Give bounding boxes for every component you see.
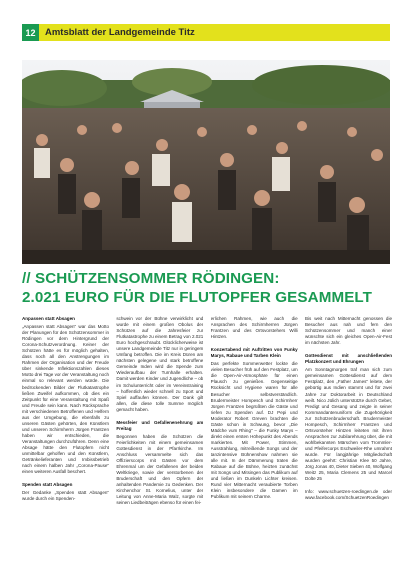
paragraph: Das perfekte Sommerwetter lockte die vielen Besucher früh auf den Festplatz, um die Open-Air-Atmosphäre für einen Plausch zu genießen. Gegenseitige Rücksicht und Hygiene waren für alle Besucher selbstverständlich. Brudermeister Hompesch und Schirmherr Jürgen Frantzen begrüßten die Gäste und riefen zu Spenden auf. DJ Pepi und Moderator Robert Greven brachten die Gäste schon in Schwung, bevor „Die Mädche vum Rhing" – die Funky Marys – direkt einen ersten Höhepunkt des Abends markierten. Mit Power, Stimmen, Ausstrahlung, mitreißende Songs und der tanzintensive Bühnenshow nahmen sie alle mit. In der Dämmerung traten die Rabaue auf die Bühne, heizten zunächst mit Songs und Mitsingen das Publikum auf und ließen im Dunkeln Lichter kreisen. Rund vier Mitternacht veraubierte Torben Klein insbesondere die Damen im Publikum mit seinem Charme.: [210, 361, 298, 500]
headline-line-1: // SCHÜTZENSOMMER RÖDINGEN:: [22, 270, 280, 287]
column-2: [116, 316, 203, 566]
paragraph: schwein vor der Bühne verwirklicht und wurde mit einem großen Obolus der Schützen auf die Jahresfeier zur Flutkatastrophe zu einem Betrag von 2.021 Euro hochgeschraubt. Glücklicherweise ist unsere Landgemeinde Titz nur in geringem Umfang betroffen. Die im Kreis Düren am nächsten gelegene und stark betroffene Gemeinde Inden wird die Spende zum Wiederaufbau der Turnhalle erhalten. Damit werden Kinder und Jugendliche – ob im Schulunterricht oder im Vereinstraining – hoffentlich wieder schnell zu Sport und Spiel auffaufen können. Der Dank gilt allen, die diese tolle Summe möglich gemacht haben.: [116, 316, 204, 412]
page-number: 12: [22, 24, 39, 41]
column-1: [22, 316, 109, 566]
paragraph: Der Gedanke „Spenden statt Absagen" wurde durch ein Spenden-: [22, 490, 109, 502]
column-3: [211, 316, 298, 566]
headline-line-2: 2.021 EURO FÜR DIE FLUTOPFER GESAMMELT: [22, 288, 373, 306]
concert-crowd-photo: [22, 60, 390, 264]
info-links: Info: www.schuetzen-roedingen.de oder www.facebook.com/SchuetzenRoedingen: [304, 489, 392, 501]
subheading: Anpassen statt Absagen: [22, 316, 75, 321]
column-4: [305, 316, 392, 566]
subheading: Konzertabend mit Auftritten von Funky Marys, Rabaue und Tarben Klein: [210, 347, 298, 359]
paragraph: Am Sonntagmorgen traf man sich zum gemeinsamen Gottesdienst auf dem Festplatz, den „Father James" leitete, der gebürtig aus Indien stammt und für zwei Jahre zur Doktorarbeit in Deutschland weilt. Nico Jülich unterstützte durch Gebet, Predigt und Gesang und zeigte in seiner Kommandantenuniform die Zugehörigkeit zur Schützenbruderschaft. Brudermeister Hompesch, Schirmherr Frantzen und Ortsvorsteher Hintzen leiteten mit ihren Ansprachen zur Jubilarehrung über, die mit wohlbekannten Märschen vom Trommler- und Pfeifercorps Eschweiler-Rhe umrahmt wurde. Für langjährige Mitgliedschaft wurden geehrt: Christian Klee 50 Jahre, Jörg Jonas 40, Dieter Sieben 40, Wolfgang Weitz 25, Maria Clemens 25 und Marcel Dolte 25: [304, 367, 392, 482]
paragraph: Bis weit nach Mitternacht genossen die Besucher aus nah und fern den Schützensommer und manch einer wünschte sich ein gleiches Open-Air-Fest im nächsten Jahr.: [304, 316, 392, 346]
article-body: [22, 316, 392, 566]
subheading: Messfeier und Gefallenenehrung am Freitag: [116, 419, 204, 431]
paragraph: „Anpassen statt Absagen" war das Motto der Planungen für den Schützensommer in Rödingen vor dem Hintergrund der Corona-Schutzverordnung. Keiner der Schützen hätte es für möglich gehalten, dass noch all den Anstrengungen im Rahmen der Organisation und der Freude über sinkende Inflektionszahlen dieses Motto drei Tage vor der Veranstaltung noch einmal so relevant werden würde. Die bedrückenden Bilder der Flutkatastrophe ließen Zweifel aufkommen, ob dies ein Zeitpunkt für eine Veranstaltung mit Spaß und Freude sein kann. Nach Rücksprache mit verschiedenen Betroffenen und Helfern aus der Umgebung, die ebenfalls zu unseren Gästen gehörten, den Künstlern und unseren Schirmherrn Jürgen Frantzen haben wir entschieden, die Veranstaltungen durchzuführen. Denn eine Absage hätte den Flutopfern nicht unmittelbar geholfen und den Künstlern, Getränkelieferanten und Imbissbetrieb nach einem halben Jahr „Corona-Pause" einen weiteren Ausfall beschert.: [22, 324, 109, 475]
page-header: [22, 24, 390, 41]
subheading: Gottesdienst mit anschließenden Platzkonzert und Ehrungen: [304, 353, 392, 365]
subheading: Spenden statt Absagen: [22, 482, 73, 488]
publication-title: Amtsblatt der Landgemeinde Titz: [45, 27, 195, 38]
paragraph: Begonnen haben die Schützen die Feierlichkeiten mit einem gemeinsamen Gottesdienst in der Pfarrkirche. Im Anschluss versammelte sich das Offizierscorps mit Gästen vor dem Ehrenmal um der Gefallenen der beiden Weltkriege, sowie der verstorbenen der Bruderschaft und den Opfern der anhaltenden Pandemie zu Gedenken. Der Kirchenchor St. Kornelius, unter der Leitung von Anne-Maria Walz, sorgte mit seinen Liedbeiträgen ebenso für einen fei-: [116, 433, 204, 506]
article-headline: [22, 270, 392, 307]
paragraph: erlichen Rahmen, wie auch die Ansprachen des Schirmherren Jürgen Frantzen und des Ortsvorstehers Willi Hintzen.: [210, 316, 298, 340]
